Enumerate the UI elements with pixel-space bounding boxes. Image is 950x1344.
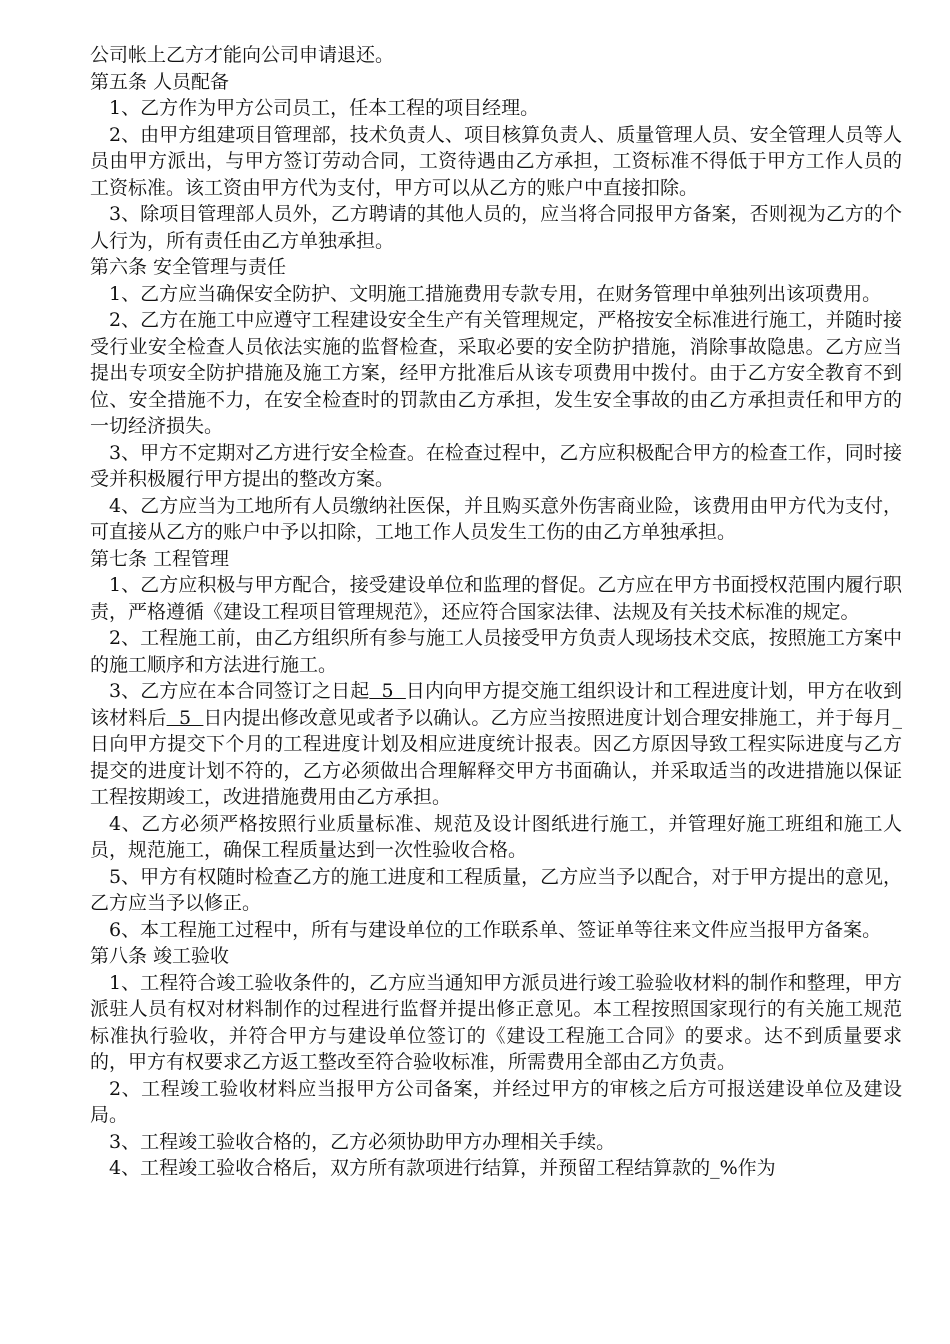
section-title-5: 第五条 人员配备 xyxy=(90,70,230,93)
section-title-7: 第七条 工程管理 xyxy=(90,547,230,570)
section-5-para-2: 2、由甲方组建项目管理部，技术负责人、项目核算负责人、质量管理人员、安全管理人员等人员由甲方派出，与甲方签订劳动合同，工资待遇由乙方承担，工资标准不得低于甲方工作人员的工资标准。该工资由甲方代为支付，甲方可以从乙方的账户中直接扣除。 xyxy=(90,123,902,199)
section-5-para-1: 1、乙方作为甲方公司员工，任本工程的项目经理。 xyxy=(109,97,540,119)
section-7-para-1: 1、乙方应积极与甲方配合，接受建设单位和监理的督促。乙方应在甲方书面授权范围内履行职责，严格遵循《建设工程项目管理规范》，还应符合国家法律、法规及有关技术标准的规定。 xyxy=(90,574,902,623)
section-6-para-1: 1、乙方应当确保安全防护、文明施工措施费用专款专用，在财务管理中单独列出该项费用。 xyxy=(109,282,882,305)
section-7-para-3 xyxy=(90,678,902,811)
intro-line: 公司帐上乙方才能向公司申请退还。 xyxy=(90,44,395,66)
section-title-8: 第八条 竣工验收 xyxy=(90,945,230,967)
section-6-para-2: 2、乙方在施工中应遵守工程建设安全生产有关管理规定，严格按安全标准进行施工，并随时接受行业安全检查人员依法实施的监督检查，采取必要的安全防护措施，消除事故隐患。乙方应当提出专项安全防护措施及施工方案，经甲方批准后从该专项费用中拨付。由于乙方安全教育不到位、安全措施不力，在安全检查时的罚款由乙方承担，发生安全事故的由乙方承担责任和甲方的一切经济损失。 xyxy=(90,309,902,437)
section-title-6: 第六条 安全管理与责任 xyxy=(90,256,287,278)
section-7-para-6: 6、本工程施工过程中，所有与建设单位的工作联系单、签证单等往来文件应当报甲方备案。 xyxy=(109,918,882,941)
section-8-para-3: 3、工程竣工验收合格的，乙方必须协助甲方办理相关手续。 xyxy=(109,1130,616,1153)
section-7-para-3-part-b: 日内向甲方提交施工组织设计和工程进度计划，甲方在收到该材料后 xyxy=(90,680,902,729)
section-6-para-3: 3、甲方不定期对乙方进行安全检查。在检查过程中，乙方应积极配合甲方的检查工作，同时接受并积极履行甲方提出的整改方案。 xyxy=(90,441,902,490)
section-6-para-4: 4、乙方应当为工地所有人员缴纳社医保，并且购买意外伤害商业险，该费用由甲方代为支付，可直接从乙方的账户中予以扣除，工地工作人员发生工伤的由乙方单独承担。 xyxy=(90,494,902,543)
section-5-para-3: 3、除项目管理部人员外，乙方聘请的其他人员的，应当将合同报甲方备案，否则视为乙方的个人行为，所有责任由乙方单独承担。 xyxy=(90,203,902,252)
days-blank-submit-plan: 5 xyxy=(369,680,406,702)
section-8-para-1: 1、工程符合竣工验收条件的，乙方应当通知甲方派员进行竣工验验收材料的制作和整理，甲方派驻人员有权对材料制作的过程进行监督并提出修正意见。本工程按照国家现行的有关施工规范标准执行验收，并符合甲方与建设单位签订的《建设工程施工合同》的要求。达不到质量要求的，甲方有权要求乙方返工整改至符合验收标准，所需费用全部由乙方负责。 xyxy=(90,971,902,1073)
section-7-para-3-part-c: 日内提出修改意见或者予以确认。乙方应当按照进度计划合理安排施工，并于每月_日向甲方提交下个月的工程进度计划及相应进度统计报表。因乙方原因导致工程实际进度与乙方提交的进度计划不符的，乙方必须做出合理解释交甲方书面确认，并采取适当的改进措施以保证工程按期竣工，改进措施费用由乙方承担。 xyxy=(90,706,902,808)
document-page xyxy=(90,42,902,1182)
section-8-para-4: 4、工程竣工验收合格后，双方所有款项进行结算，并预留工程结算款的_%作为 xyxy=(109,1157,776,1179)
section-7-para-2: 2、工程施工前，由乙方组织所有参与施工人员接受甲方负责人现场技术交底，按照施工方案中的施工顺序和方法进行施工。 xyxy=(90,627,902,676)
section-8-para-2: 2、工程竣工验收材料应当报甲方公司备案，并经过甲方的审核之后方可报送建设单位及建设局。 xyxy=(90,1077,902,1126)
section-7-para-4: 4、乙方必须严格按照行业质量标准、规范及设计图纸进行施工，并管理好施工班组和施工人员，规范施工，确保工程质量达到一次性验收合格。 xyxy=(90,812,902,861)
section-7-para-3-part-a: 3、乙方应在本合同签订之日起 xyxy=(109,680,370,702)
days-blank-review: 5 xyxy=(166,706,204,729)
section-7-para-5: 5、甲方有权随时检查乙方的施工进度和工程质量，乙方应当予以配合，对于甲方提出的意见，乙方应当予以修正。 xyxy=(90,865,902,914)
